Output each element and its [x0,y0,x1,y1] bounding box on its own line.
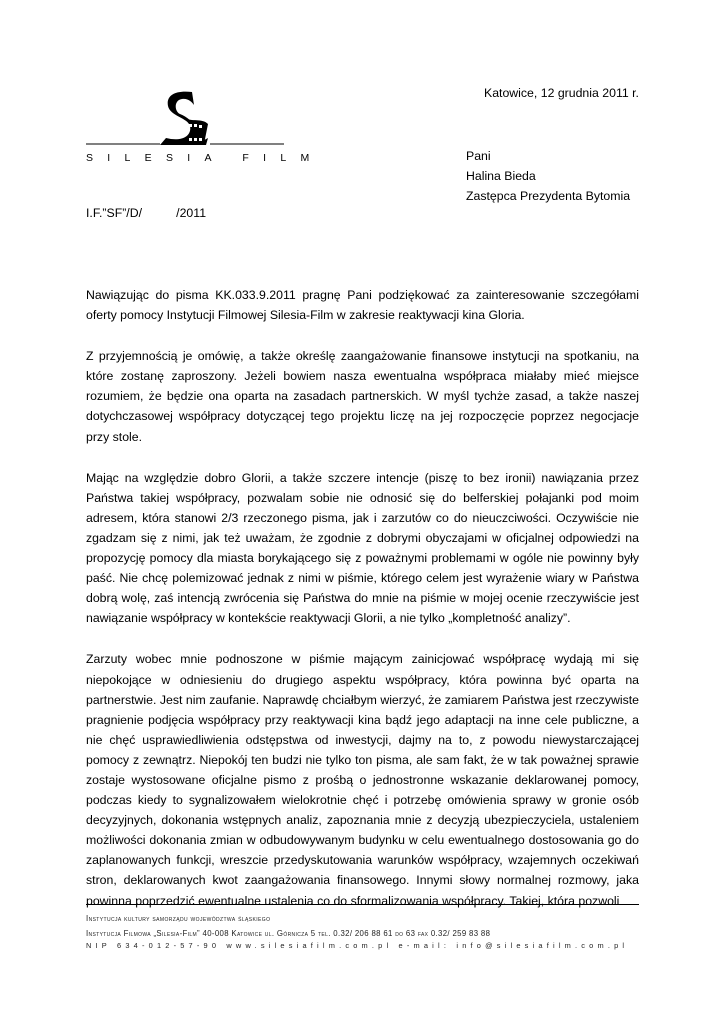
recipient-salutation: Pani [466,149,491,163]
footer-contact: NIP 634-012-57-90 www.silesiafilm.com.pl e-mail: info@silesiafilm.com.pl [86,941,629,950]
reference-number: I.F.”SF”/D/ /2011 [86,206,207,220]
logo-wordmark: SILESIA FILM [86,152,324,164]
silesia-film-logo [86,88,324,168]
letter-body [86,285,639,932]
recipient-name: Halina Bieda [466,169,536,183]
footer-divider [86,904,639,905]
recipient-title: Zastępca Prezydenta Bytomia [466,189,631,203]
footer-address: Instytucja Filmowa „Silesia-Film” 40-008 Katowice ul. Górnicza 5 tel. 0.32/ 206 88 61 do 63 fax 0.32/ 259 83 88 [86,929,491,938]
letter-date: Katowice, 12 grudnia 2011 r. [484,86,639,100]
film-strip-s-icon [86,88,286,150]
body-paragraph: Nawiązując do pisma KK.033.9.2011 pragnę Pani podziękować za zainteresowanie szczegółami oferty pomocy Instytucji Filmowej Silesia-Film w zakresie reaktywacji kina Gloria. [86,288,639,323]
body-paragraph: Zarzuty wobec mnie podnoszone w piśmie mającym zainicjować współpracę wydają mi się niepokojące w odniesieniu do drugiego aspektu współpracy, która powinna być oparta na partnerstwie. Jest nim zaufanie. Naprawdę chciałbym wierzyć, że zamiarem Państwa jest rzeczywiste pragnienie podjęcia współpracy przy reaktywacji kina bądź jego adaptacji na inne cele publiczne, a nie chęć usprawiedliwienia odstępstwa od inwestycji, dajmy na to, z powodu niewystarczającej pomocy z zewnątrz. Niepokój ten budzi nie tylko ton pisma, ale sam fakt, że w tak poważnej sprawie zostaje wystosowane oficjalne pismo z prośbą o jednostronne wskazanie deklarowanej pomocy, podczas kiedy to sygnalizowałem wielokrotnie chęć i potrzebę omówienia sprawy w gronie osób decyzyjnych, dokonania wstępnych analiz, zapoznania mnie z decyzją ubezpieczyciela, ustaleniem możliwości dokonania zmian w odbudowywanym budynku w celu ewentualnego dostosowania go do zaplanowanych funkcji, wreszcie przedyskutowania warunków współpracy, wzajemnych oczekiwań stron, deklarowanych kwot zaangażowania finansowego. Innymi słowy normalnej rozmowy, jaka powinna poprzedzić ewentualne ustalenia co do sformalizowania współpracy. Takiej, która pozwoli [86,652,639,908]
body-paragraph: Z przyjemnością je omówię, a także określę zaangażowanie finansowe instytucji na spotkaniu, na które zostanę zaproszony. Jeżeli bowiem nasza ewentualna współpraca miałaby mieć miejsce rozumiem, że będzie ona oparta na zasadach partnerskich. W myśl tychże zasad, a także naszej dotychczasowej współpracy dotyczącej tego projektu liczę na jej rozpoczęcie poprzez negocjacje przy stole. [86,349,639,444]
footer-institution-type: Instytucja kultury samorządu województwa śląskiego [86,914,271,923]
recipient-block [466,146,630,206]
body-paragraph: Mając na względzie dobro Glorii, a także szczere intencje (piszę to bez ironii) nawiązania przez Państwa takiej współpracy, pozwalam sobie nie odnosić się do belferskiej połajanki pod moim adresem, która stanowi 2/3 rzeczonego pisma, jak i zarzutów co do nieuczciwości. Oczywiście nie zgadzam się z nimi, jak też uważam, że zgodnie z dobrymi obyczajami w oficjalnej odpowiedzi na propozycję pomocy dla miasta borykającego się z poważnymi problemami w ogóle nie powinny były paść. Nie chcę polemizować jednak z nimi w piśmie, którego celem jest wyrażenie wiary w Państwa dobrą wolę, zaś intencją zwrócenia się Państwa do mnie na piśmie w mojej ocenie rzeczywiście jest nawiązanie współpracy w kontekście reaktywacji Glorii, a nie tylko „kompletność analizy”. [86,470,639,626]
